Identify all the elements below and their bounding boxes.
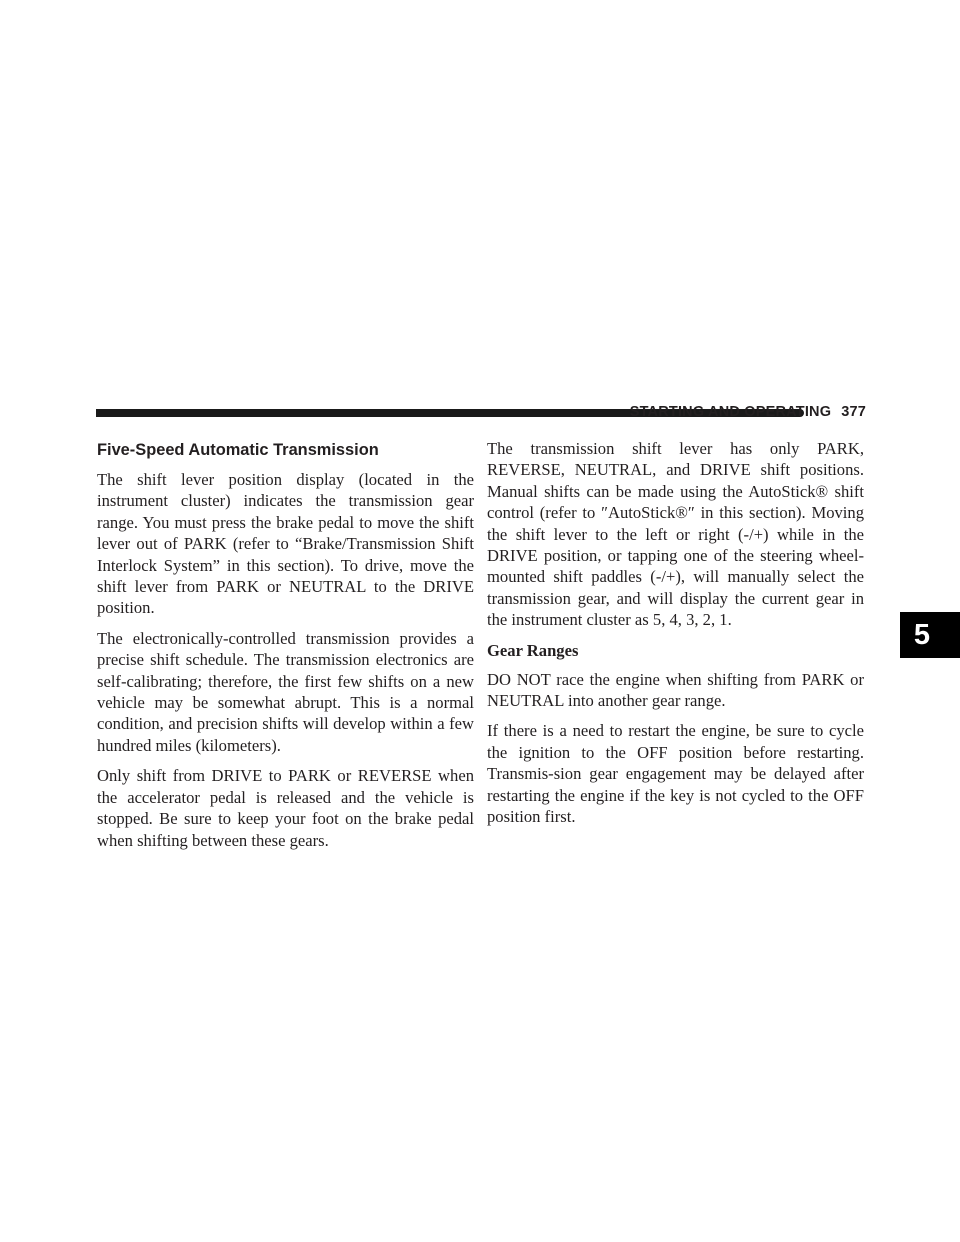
chapter-number: 5 [913, 618, 931, 651]
paragraph: If there is a need to restart the engine, be sure to cycle the ignition to the OFF position before restarting. Transmis-sion gear engagement may be delayed after restarting the engine if the key is not cycled to the OFF position first. [487, 721, 864, 827]
paragraph: The shift lever position display (located in the instrument cluster) indicates the transmission gear range. You must press the brake pedal to move the shift lever out of PARK (refer to “Brake/Transmission Shift Interlock System” in this section). To drive, move the shift lever from PARK or NEUTRAL to the DRIVE position. [97, 470, 474, 618]
section-title: STARTING AND OPERATING [629, 404, 832, 420]
paragraph: The transmission shift lever has only PARK, REVERSE, NEUTRAL, and DRIVE shift positions. Manual shifts can be made using the AutoStick® shift control (refer to ″AutoStick®″ in this section). Moving the shift lever to the left or right (-/+) while in the DRIVE position, or tapping one of the steering wheel-mounted shift paddles (-/+), will manually select the transmission gear, and will display the current gear in the instrument cluster as 5, 4, 3, 2, 1. [487, 439, 864, 630]
right-column [487, 440, 864, 837]
paragraph: Only shift from DRIVE to PARK or REVERSE when the accelerator pedal is released and the vehicle is stopped. Be sure to keep your foot on the brake pedal when shifting between these gears. [97, 766, 474, 850]
page-number: 377 [841, 404, 866, 420]
running-header-inner [630, 404, 866, 420]
paragraph: DO NOT race the engine when shifting from PARK or NEUTRAL into another gear range. [487, 669, 864, 711]
left-column [97, 440, 474, 860]
subsection-heading: Gear Ranges [487, 640, 579, 660]
paragraph: The electronically-controlled transmission provides a precise shift schedule. The transmission electronics are self-calibrating; therefore, the first few shifts on a new vehicle may be somewhat abrupt. This is a normal condition, and precision shifts will develop within a few hundred miles (kilometers). [97, 628, 474, 755]
chapter-tab [900, 612, 960, 658]
section-heading: Five-Speed Automatic Transmission [97, 441, 379, 459]
